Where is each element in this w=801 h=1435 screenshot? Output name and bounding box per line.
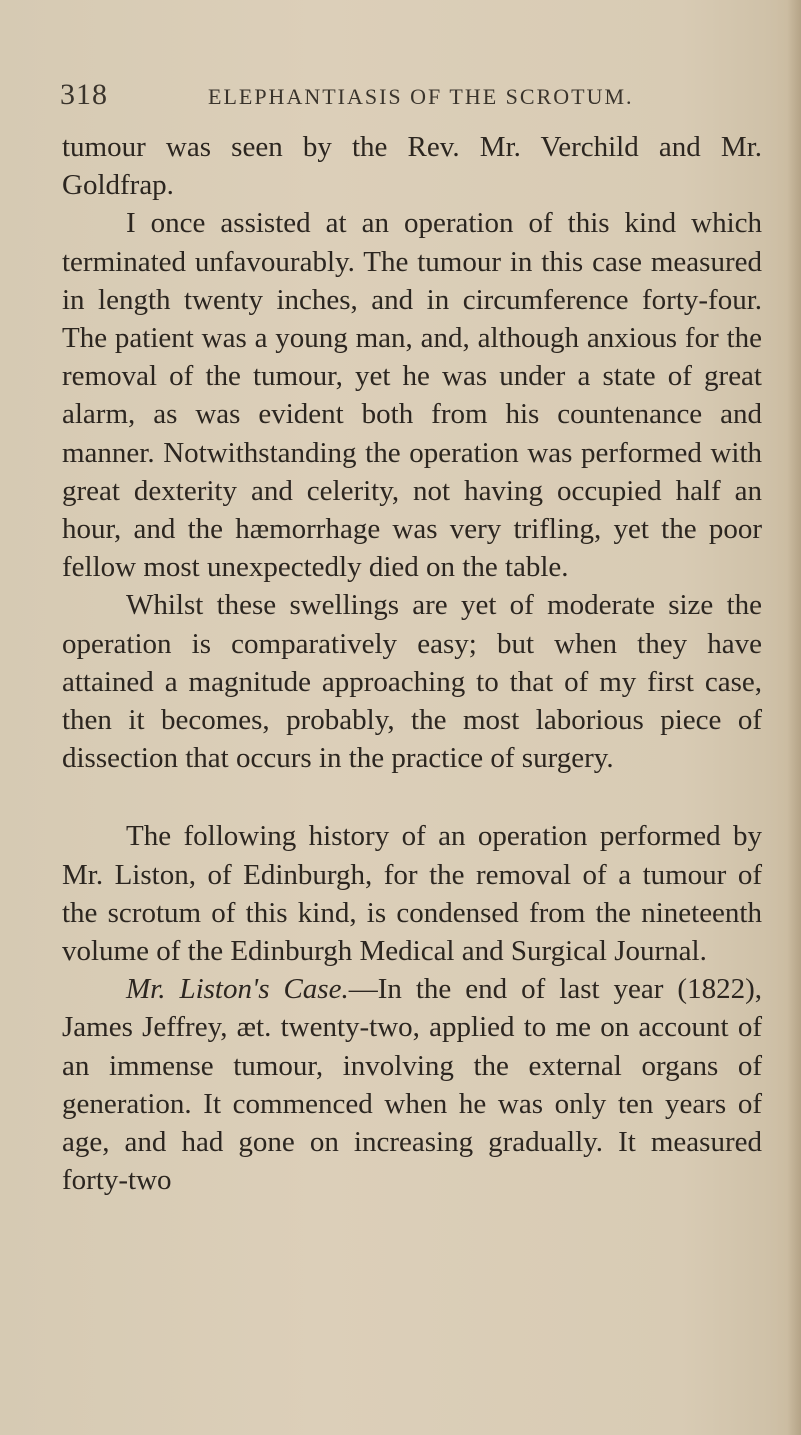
case-body: —In the end of last year (1822), James Jeffrey, æt. twenty-two, applied to me on account of an immense tumour, involving the external organs of generation. It commenced when he was only ten years of age, and had gone on increasing gradually. It measured forty-two xyxy=(62,973,762,1197)
paragraph-continuation: tumour was seen by the Rev. Mr. Verchild and Mr. Goldfrap. xyxy=(62,131,762,202)
running-head xyxy=(60,78,760,118)
paragraph-operation-account: I once assisted at an operation of this kind which terminated unfavourably. The tumour in this case measured in length twenty inches, and in circumference forty-four. The patient was a young man, and, although anxious for the removal of the tumour, yet he was under a state of great alarm, as was evident both from his countenance and manner. Notwithstanding the operation was performed with great dexterity and celerity, not having occupied half an hour, and the hæmorrhage was very trifling, yet the poor fellow most unexpectedly died on the table. xyxy=(62,207,762,584)
paragraph-dissection-remark: Whilst these swellings are yet of moderate size the operation is comparatively easy; but when they have attained a magnitude approaching to that of my first case, then it becomes, probably, the most laborious piece of dissection that occurs in the practice of surgery. xyxy=(62,589,762,775)
running-title: ELEPHANTIASIS OF THE SCROTUM. xyxy=(208,84,634,109)
paragraph-liston-intro: The following history of an operation performed by Mr. Liston, of Edinburgh, for the removal of a tumour of the scrotum of this kind, is condensed from the nineteenth volume of the Edinburgh Medical and Surgical Journal. xyxy=(62,820,762,968)
body-text xyxy=(62,128,762,1199)
paragraph-liston-case xyxy=(62,970,762,1199)
page-edge-shadow xyxy=(787,0,801,1435)
case-title: Mr. Liston's Case. xyxy=(126,973,349,1006)
page-number: 318 xyxy=(60,78,108,111)
